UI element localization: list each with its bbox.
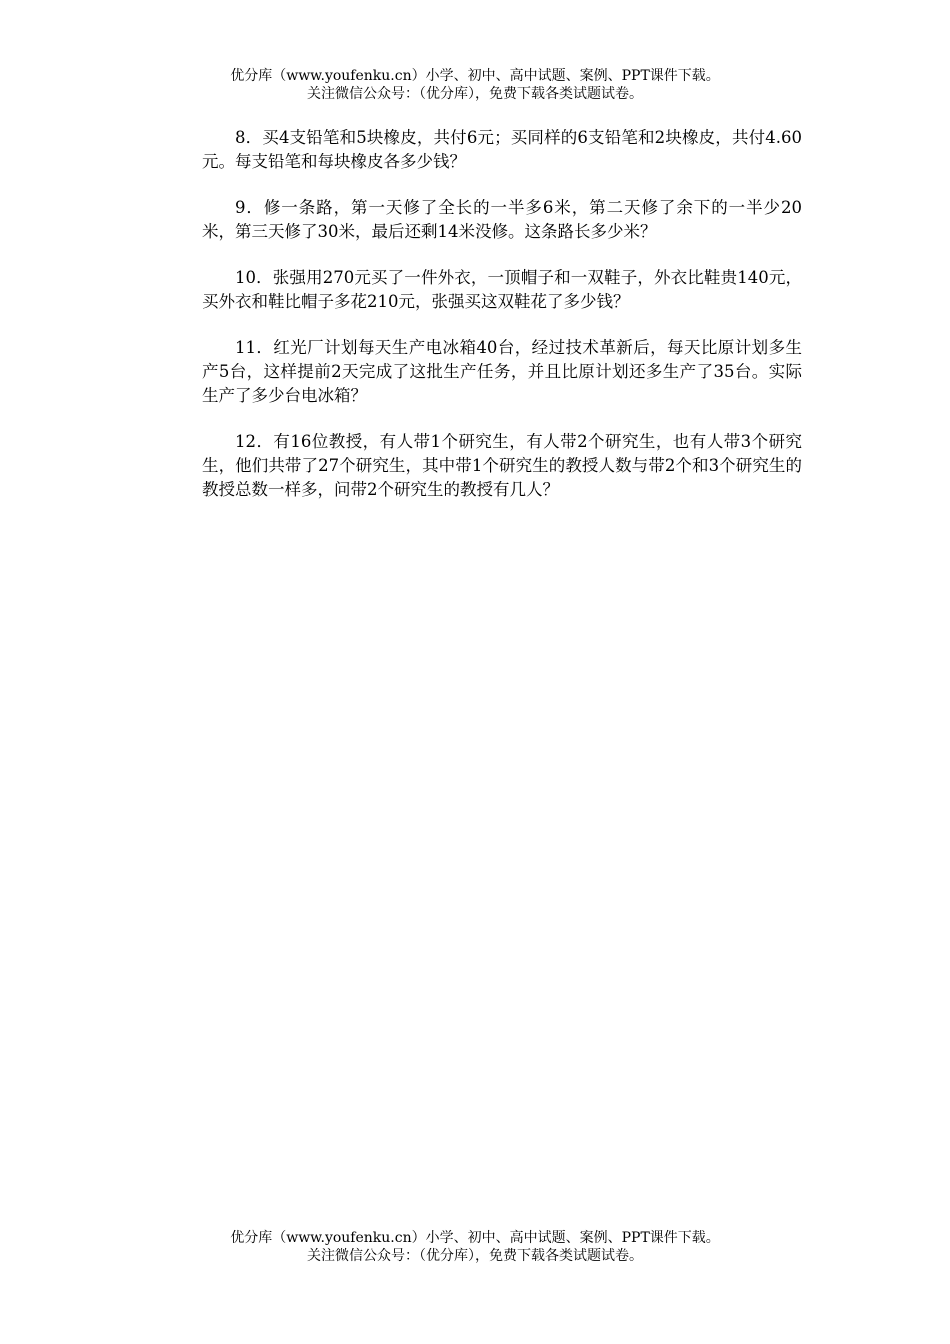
footer-promo-line: 优分库（www.youfenku.cn）小学、初中、高中试题、案例、PPT课件下载。 [230, 1230, 720, 1246]
page-header [0, 67, 950, 103]
footer-wechat-line: 关注微信公众号：（优分库），免费下载各类试题试卷。 [307, 1248, 643, 1264]
problem-list [202, 126, 802, 524]
problem-9: 9．修一条路，第一天修了全长的一半多6米，第二天修了余下的一半少20米，第三天修了30米，最后还剩14米没修。这条路长多少米？ [202, 198, 802, 241]
problem-10: 10．张强用270元买了一件外衣，一顶帽子和一双鞋子，外衣比鞋贵140元，买外衣和鞋比帽子多花210元，张强买这双鞋花了多少钱？ [202, 268, 802, 311]
problem-8: 8．买4支铅笔和5块橡皮，共付6元；买同样的6支铅笔和2块橡皮，共付4.60元。每支铅笔和每块橡皮各多少钱？ [202, 128, 802, 171]
problem-11: 11．红光厂计划每天生产电冰箱40台，经过技术革新后，每天比原计划多生产5台，这样提前2天完成了这批生产任务，并且比原计划还多生产了35台。实际生产了多少台电冰箱？ [202, 338, 802, 405]
header-wechat-line: 关注微信公众号：（优分库），免费下载各类试题试卷。 [307, 86, 643, 102]
page-footer [0, 1229, 950, 1265]
problem-12: 12．有16位教授，有人带1个研究生，有人带2个研究生，也有人带3个研究生，他们共带了27个研究生，其中带1个研究生的教授人数与带2个和3个研究生的教授总数一样多，问带2个研究生的教授有几人？ [202, 432, 802, 499]
header-promo-line: 优分库（www.youfenku.cn）小学、初中、高中试题、案例、PPT课件下载。 [230, 68, 720, 84]
